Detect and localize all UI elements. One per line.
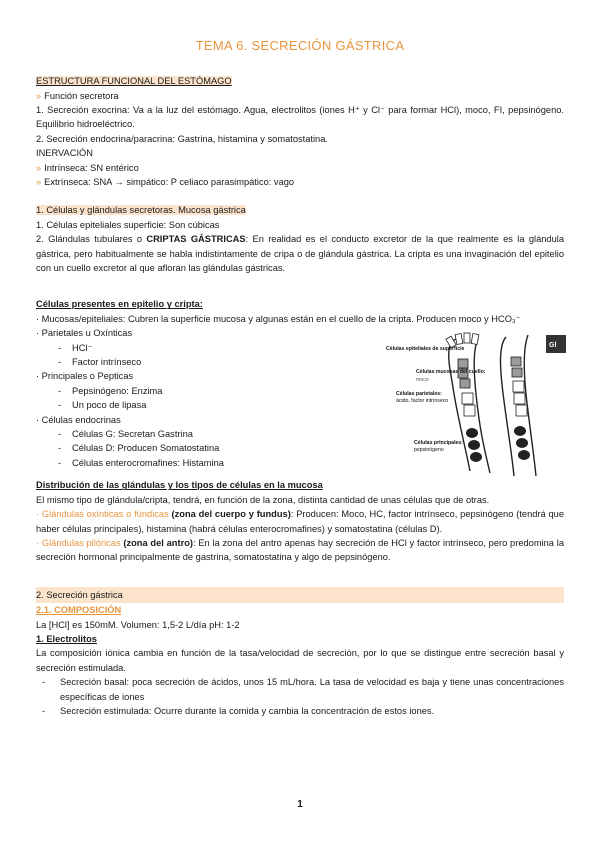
- extrinseca-bullet: » Extrínseca: SNA → simpático: P celiaco parasimpático: vago: [36, 176, 295, 187]
- secrecion-list: [36, 675, 564, 718]
- endocrina-paragraph: 2. Secreción endocrina/paracrina: Gastrina, histamina y somatostatina.: [36, 133, 328, 144]
- list-item: - Células enterocromafines: Histamina: [58, 456, 564, 470]
- bullet-icon: »: [36, 90, 42, 101]
- principales-item: · Principales o Pepticas: [36, 371, 134, 382]
- page-number: 1: [297, 799, 303, 810]
- inervacion-label: INERVACIÓN: [36, 148, 93, 159]
- list-item: - Un poco de lipasa: [58, 398, 564, 412]
- concentracion-line: La [HCl] es 150mM. Volumen: 1,5-2 L/día pH: 1-2: [36, 619, 240, 630]
- bullet-icon: »: [36, 176, 42, 187]
- list-item: - Células D: Producen Somatostatina: [58, 441, 564, 455]
- section2-heading: 2. Secreción gástrica: [36, 587, 564, 603]
- section1-p1: 1. Células epiteliales superficie: Son cúbicas: [36, 219, 220, 230]
- composicion-heading: 2.1. COMPOSICIÓN: [36, 605, 122, 616]
- figure-corner-label: Gl: [549, 342, 557, 350]
- figure-label-epiteliales: Células epiteliales de superficie: [386, 346, 465, 353]
- funcion-bullet: » Función secretora: [36, 90, 119, 101]
- list-item: - Pepsinógeno: Enzima: [58, 384, 564, 398]
- electrolitos-heading: 1. Electrolitos: [36, 633, 97, 644]
- bullet-icon: »: [36, 162, 42, 173]
- list-item: - Secreción basal: poca secreción de ácidos, unos 15 mL/hora. La tasa de velocidad es baja y tiene unas concentraciones específicas de iones: [42, 675, 564, 704]
- estructura-heading: ESTRUCTURA FUNCIONAL DEL ESTÓMAGO: [36, 76, 232, 87]
- distribucion-heading: Distribución de las glándulas y los tipos de células en la mucosa: [36, 480, 323, 491]
- gastric-gland-figure: [386, 331, 566, 481]
- figure-label-principales: Células principales:: [414, 440, 464, 447]
- list-item: - Factor intrínseco: [58, 355, 564, 369]
- cells-section: [36, 297, 564, 470]
- figure-label-moco: moco: [416, 377, 429, 384]
- list-item: - HCl⁻: [58, 341, 564, 355]
- celulas-heading: Células presentes en epitelio y cripta:: [36, 299, 203, 310]
- endocrinas-item: · Células endocrinas: [36, 414, 121, 425]
- exocrina-paragraph: 1. Secreción exocrina: Va a la luz del estómago. Agua, electrolitos (iones H⁺ y Cl⁻ para formar HCl), moco, FI, pepsinógeno. Equilibrio hidroeléctrico.: [36, 104, 564, 130]
- figure-label-parietales-sub: ácido, factor intrínseco: [396, 398, 449, 405]
- list-item: - Células G: Secretan Gastrina: [58, 427, 564, 441]
- mucosas-item: · Mucosas/epiteliales: Cubren la superficie mucosa y algunas están en el cuello de la cripta. Producen moco y HCO₃⁻: [36, 313, 521, 324]
- figure-label-principales-sub: pepsinógeno: [414, 447, 444, 454]
- intrinseca-bullet: » Intrínseca: SN entérico: [36, 162, 139, 173]
- oxinticas-paragraph: · Glándulas oxínticas o fúndicas (zona del cuerpo y fundus): Producen: Moco, HC, factor intrínseco, pepsinógeno (tendrá que haber células principales), histamina (habrá células enterocromafines) y somatostatina (células D).: [36, 509, 565, 534]
- document-title: TEMA 6. SECRECIÓN GÁSTRICA: [195, 38, 405, 53]
- distribucion-intro: El mismo tipo de glándula/cripta, tendrá, en función de la zona, distinta cantidad de unas células que de otras.: [36, 494, 490, 505]
- section1-heading: 1. Células y glándulas secretoras. Mucosa gástrica: [36, 205, 246, 216]
- parietales-item: · Parietales u Oxínticas: [36, 328, 133, 339]
- figure-label-parietales: Células parietales:: [396, 391, 442, 398]
- section1-p2: 2. Glándulas tubulares o CRIPTAS GÁSTRICAS: En realidad es el conducto excretor de la que realmente es la glándula gástrica, pero habitualmente se habla indistintamente de cripa o de glándula gástrica. La cripta es una invaginación del epitelio con un cuello excretor al que afloran las glándulas gástricas.: [36, 234, 564, 274]
- list-item: - Secreción estimulada: Ocurre durante la comida y cambia la concentración de estos iones.: [42, 704, 564, 718]
- document-page: [36, 36, 564, 718]
- figure-label-mucosas: Células mucosas del cuello:: [416, 369, 486, 376]
- piloricas-paragraph: · Glándulas pilóricas (zona del antro): En la zona del antro apenas hay secreción de HCl y factor intrínseco, pero predomina la secreción hormonal principalmente de gastrina, somatostatina y algo de pepsinógeno.: [36, 537, 564, 563]
- electrolitos-paragraph: La composición iónica cambia en función de la tasa/velocidad de secreción, por lo que se distingue entre secreción basal y secreción estimulada.: [36, 648, 564, 673]
